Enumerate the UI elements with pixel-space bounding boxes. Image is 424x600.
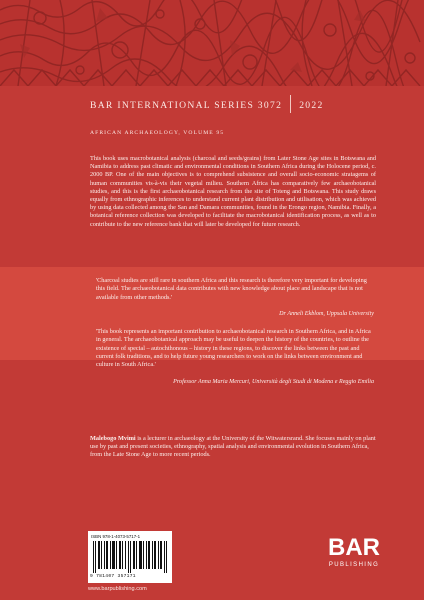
decorative-pattern-banner [0, 0, 424, 86]
series-year: 2022 [299, 100, 324, 112]
barcode [88, 531, 172, 583]
review-attribution-2: Professor Anna Maria Mercuri, Università degli Studi di Modena e Reggio Emilia [173, 379, 374, 385]
review-quote-2: 'This book represents an important contribution to archaeobotanical research in Southern Africa, and in Africa in general. The archaeobotanical approach may be useful to deepen the history of the countries, to outline the existence of special – autochthonous – history in these regions, to discover the links between the past and current folk traditions, and to help future young researchers to work on the links between environment and culture in South Africa.' [96, 328, 371, 369]
logo-main-text: BAR [328, 534, 380, 561]
series-line [90, 97, 390, 115]
barcode-bars [91, 541, 169, 573]
pattern-graphic [0, 0, 424, 86]
author-name: Malebogo Mvimi [90, 435, 136, 442]
series-divider [290, 95, 291, 113]
review-attribution-1: Dr Anneli Ekblom, Uppsala University [279, 311, 374, 317]
review-quote-1: 'Charcoal studies are still rare in southern Africa and this research is therefore very important for developing this field. The archaeobotanical data contributes with new knowledge about place and landscape that is not available from other methods.' [96, 277, 367, 301]
publisher-website[interactable]: www.barpublishing.com [88, 586, 147, 592]
book-description: This book uses macrobotanical analysis (charcoal and seeds/grains) from Later Stone Age sites in Botswana and Namibia to address past climatic and environmental conditions in Southern Africa during the Holocene period, c. 2000 BP. One of the main objectives is to comprehend subsistence and overall socio-economic stratagems of human communities vis-à-vis their vegetal milieu. Southern Africa has comparatively few archaeobotanical studies, and this is the first archaeobotanical research from the site of Toteng and Botswana. This study draws equally from ethnographic inferences to understand current plant distribution and utilisation, which was achieved by using data collected among the San and Damara communities, found in the Erongo region, Namibia. Finally, a botanical reference collection was developed to facilitate the macrobotanical identification process, as well as to contribute to the new reference bank that will later be developed for future research. [90, 155, 376, 228]
bar-publishing-logo [322, 536, 386, 568]
isbn-label: ISBN 978-1-4073-5717-1 [91, 534, 141, 539]
logo-sub-text: PUBLISHING [328, 562, 380, 568]
subseries: AFRICAN ARCHAEOLOGY, VOLUME 95 [90, 130, 225, 136]
barcode-digits: 9 781407 357171 [90, 574, 136, 579]
author-bio [90, 435, 376, 460]
author-bio-text: is a lecturer in archaeology at the University of the Witwatersrand. She focuses mainly on plant use by past and present societies, ethnography, spatial analysis and environmental evolution in Southern Africa, from the Late Stone Age to more recent periods. [90, 435, 376, 459]
series-name: BAR INTERNATIONAL SERIES 3072 [90, 100, 283, 112]
